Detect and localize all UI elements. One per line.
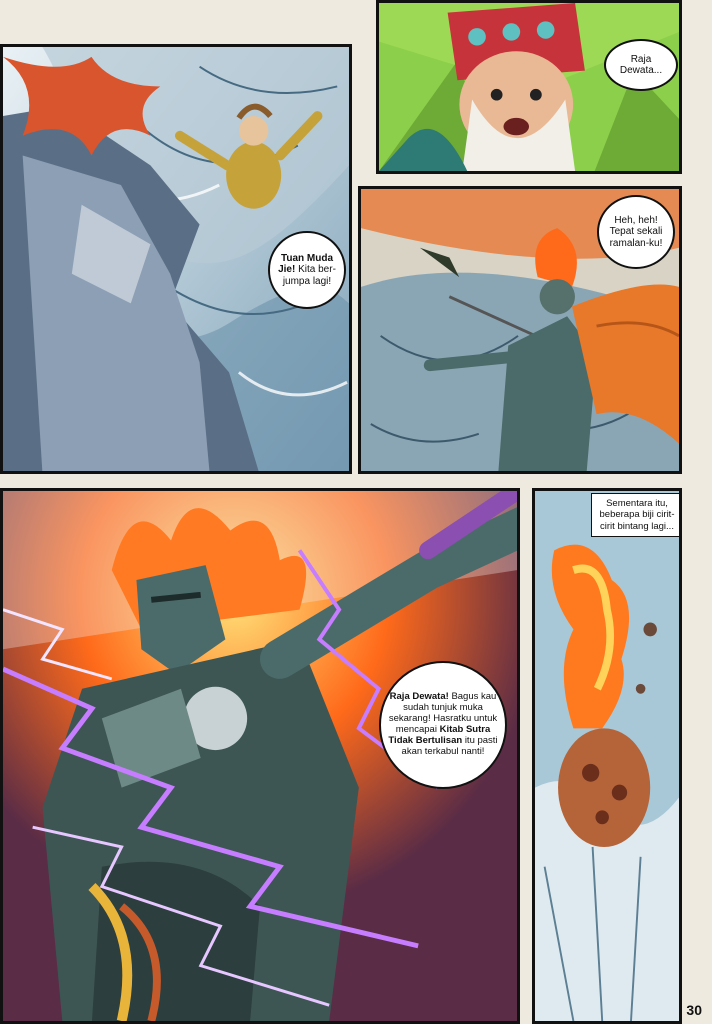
meteor-art <box>535 491 679 1021</box>
speech-text: Bagus kau sudah tunjuk muka sekarang! Hasratku untuk mencapai <box>388 691 498 735</box>
speech-bold-text: Tuan Muda Jie! <box>278 252 334 276</box>
speech-text: Heh, heh! Tepat sekali ramalan-ku! <box>609 214 663 249</box>
panel-raja-dewata-closeup <box>376 0 682 174</box>
narration-caption <box>591 493 682 537</box>
panel-lightning-warrior <box>0 488 520 1024</box>
speech-text-ending: itu pasti akan terkabul nanti! <box>401 734 498 757</box>
speech-bubble-raja-dewata <box>604 39 678 91</box>
speech-bubble-raja-dewata-challenge <box>379 661 507 789</box>
panel-red-haired-warrior <box>358 186 682 474</box>
page-number: 30 <box>686 1002 702 1018</box>
speech-text: Raja Dewata... <box>619 53 663 76</box>
speech-text: Kita ber-jumpa lagi! <box>282 264 336 287</box>
speech-bubble-tepat-sekali <box>597 195 675 269</box>
panel-falling-meteor <box>532 488 682 1024</box>
speech-bubble-tuan-muda-jie <box>268 231 346 309</box>
caption-text: Sementara itu, beberapa biji cirit-cirit bintang lagi... <box>599 498 675 532</box>
speech-bold-text: Raja Dewata! <box>389 691 449 703</box>
panel-water-clash <box>0 44 352 474</box>
speech-bold-text-kitab: Kitab Sutra Tidak Bertulisan <box>388 724 491 746</box>
